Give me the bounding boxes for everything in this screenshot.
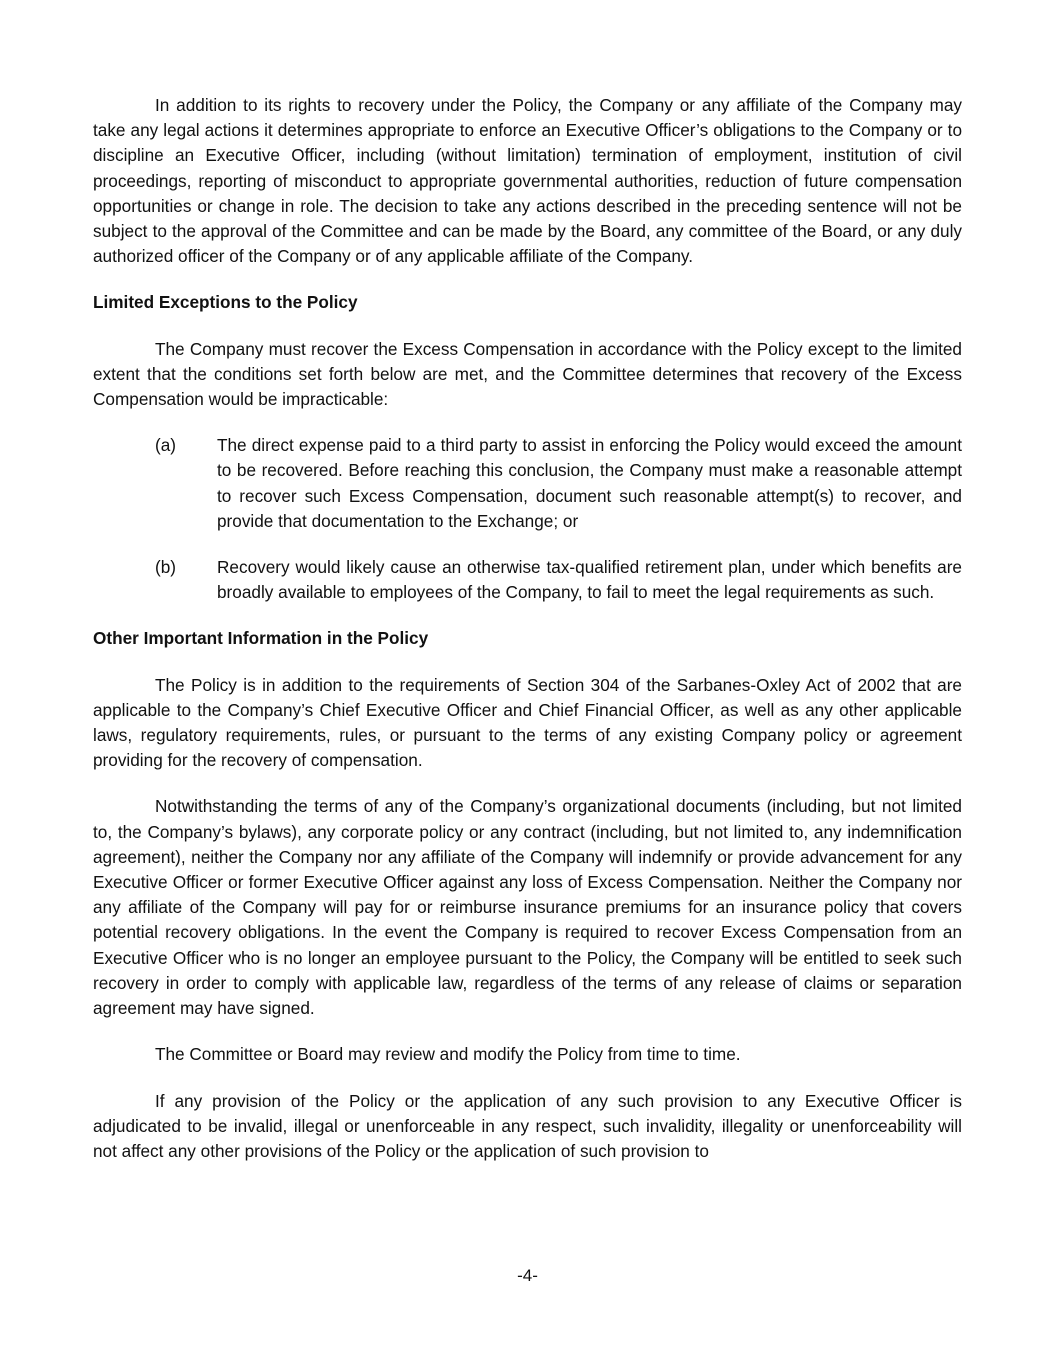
list-item-text: Recovery would likely cause an otherwise tax-qualified retirement plan, under which benefits are broadly available to employees of the Company, to fail to meet the legal requirements as such. [217, 557, 962, 603]
paragraph-recovery-requirement: The Company must recover the Excess Compensation in accordance with the Policy except to the limited extent that the conditions set forth below are met, and the Committee determines that recovery of the Excess Compensation would be impracticable: [93, 338, 962, 410]
paragraph-sarbanes-oxley: The Policy is in addition to the requirements of Section 304 of the Sarbanes-Oxley Act of 2002 that are applicable to the Company’s Chief Executive Officer and Chief Financial Officer, as well as any other applicable laws, regulatory requirements, rules, or pursuant to the terms of any existing Company policy or agreement providing for the recovery of compensation. [93, 674, 962, 771]
heading-limited-exceptions: Limited Exceptions to the Policy [93, 292, 358, 313]
list-item-b [93, 555, 962, 605]
paragraph-legal-actions: In addition to its rights to recovery under the Policy, the Company or any affiliate of the Company may take any legal actions it determines appropriate to enforce an Executive Officer’s obligations to the Company or to discipline an Executive Officer, including (without limitation) termination of employment, institution of civil proceedings, reporting of misconduct to appropriate governmental authorities, reduction of future compensation opportunities or change in role. The decision to take any actions described in the preceding sentence will not be subject to the approval of the Committee and can be made by the Board, any committee of the Board, or any duly authorized officer of the Company or of any applicable affiliate of the Company. [93, 95, 962, 267]
list-marker: (a) [155, 435, 177, 456]
list-item-a [93, 433, 962, 534]
document-body [93, 93, 962, 1164]
paragraph-review-modify: The Committee or Board may review and modify the Policy from time to time. [155, 1044, 741, 1065]
paragraph-indemnification: Notwithstanding the terms of any of the Company’s organizational documents (including, but not limited to, the Company’s bylaws), any corporate policy or any contract (including, but not limited to, any indemnification agreement), neither the Company nor any affiliate of the Company will indemnify or provide advancement for any Executive Officer or former Executive Officer against any loss of Excess Compensation. Neither the Company nor any affiliate of the Company will pay for or reimburse insurance premiums for an insurance policy that covers potential recovery obligations. In the event the Company is required to recover Excess Compensation from an Executive Officer who is no longer an employee pursuant to the Policy, the Company will be entitled to seek such recovery in order to comply with applicable law, regardless of the terms of any release of claims or separation agreement may have signed. [93, 796, 962, 1019]
heading-other-information: Other Important Information in the Policy [93, 628, 429, 649]
page-number: -4- [517, 1266, 538, 1285]
paragraph-severability: If any provision of the Policy or the application of any such provision to any Executive Officer is adjudicated to be invalid, illegal or unenforceable in any respect, such invalidity, illegality or unenforceability will not affect any other provisions of the Policy or the application of such provision to [93, 1090, 962, 1161]
list-marker: (b) [155, 557, 177, 578]
list-item-text: The direct expense paid to a third party to assist in enforcing the Policy would exceed the amount to be recovered. Before reaching this conclusion, the Company must make a reasonable attempt to recover such Excess Compensation, document such reasonable attempt(s) to recover, and provide that documentation to the Exchange; or [217, 435, 962, 531]
